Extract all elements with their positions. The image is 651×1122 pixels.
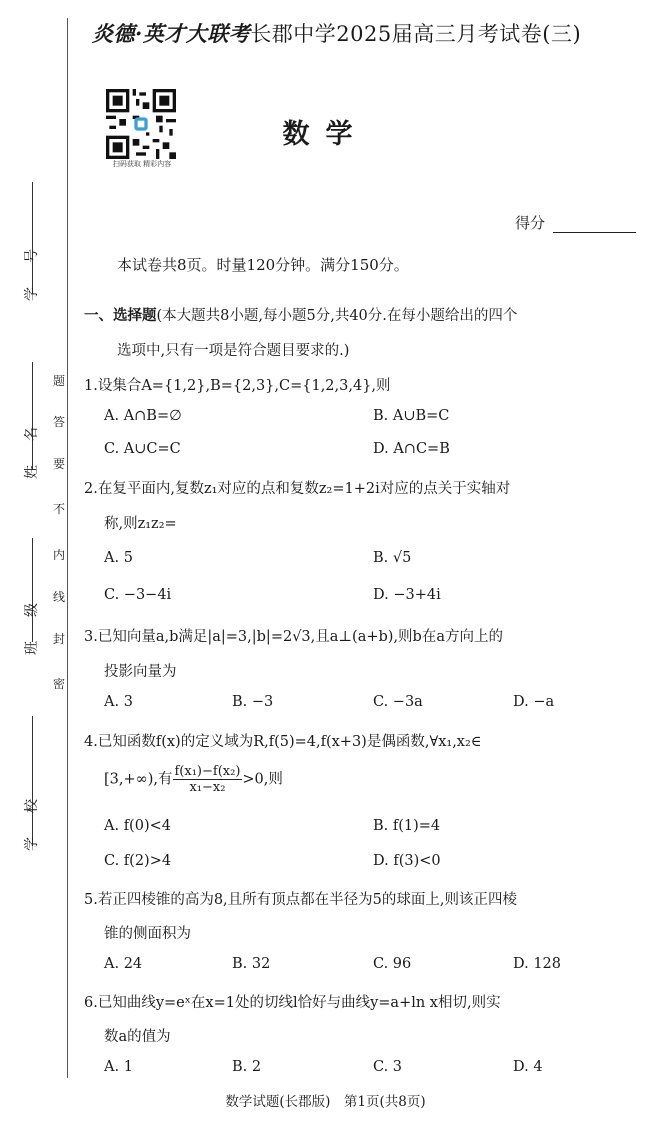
question-3-stem-cont: 投影向量为 (104, 664, 177, 680)
question-5-stem: 5.若正四棱锥的高为8,且所有顶点都在半径为5的球面上,则该正四棱 (84, 892, 518, 908)
page-footer: 数学试题(长郡版) 第1页(共8页) (225, 1094, 426, 1110)
section-desc-1: (本大题共8小题,每小题5分,共40分.在每小题给出的四个 (156, 308, 518, 324)
option-b: B. f(1)=4 (373, 818, 441, 834)
exam-intro: 本试卷共8页。时量120分钟。满分150分。 (117, 256, 409, 274)
seal-char: 封 (52, 632, 65, 646)
exam-title (92, 18, 581, 48)
exam-title-text: 长郡中学2025届高三月考试卷(三) (250, 22, 582, 46)
option-c: C. A∪C=C (104, 441, 181, 457)
fraction-denominator: x₁−x₂ (189, 780, 226, 795)
student-id-label: 号 学 (24, 249, 40, 301)
question-4-stem-cont (104, 764, 283, 795)
question-6-stem-cont: 数a的值为 (104, 1029, 171, 1045)
question-3-stem: 3.已知向量a,b满足|a|=3,|b|=2√3,且a⊥(a+b),则b在a方向上的 (84, 629, 503, 645)
option-a: A. f(0)<4 (104, 818, 171, 834)
section-desc-2: 选项中,只有一项是符合题目要求的.) (117, 343, 350, 359)
seal-char: 内 (52, 548, 65, 562)
question-2-stem: 2.在复平面内,复数z₁对应的点和复数z₂=1+2i对应的点关于实轴对 (84, 481, 511, 497)
seal-char: 答 (52, 415, 65, 429)
school-label: 校 学 (24, 799, 40, 851)
subject-title: 数学 (282, 119, 369, 150)
name-label: 名 姓 (24, 427, 40, 479)
option-a: A. 1 (104, 1059, 133, 1075)
section-title: 一、选择题 (84, 307, 157, 324)
fraction (173, 764, 243, 795)
seal-char: 要 (52, 457, 65, 471)
seal-char: 线 (52, 590, 65, 604)
binding-line (67, 18, 68, 1078)
score-label: 得分 (515, 214, 546, 232)
option-d: D. 4 (513, 1059, 543, 1075)
option-d: D. −3+4i (373, 587, 441, 603)
option-b: B. 32 (232, 956, 271, 972)
option-c: C. 3 (373, 1059, 403, 1075)
qr-caption: 扫码获取 精彩内容 (112, 160, 172, 168)
question-1-stem: 1.设集合A={1,2},B={2,3},C={1,2,3,4},则 (84, 378, 391, 394)
fraction-numerator: f(x₁)−f(x₂) (174, 764, 241, 779)
score-blank[interactable] (553, 232, 636, 233)
question-6-stem: 6.已知曲线y=eˣ在x=1处的切线l恰好与曲线y=a+ln x相切,则实 (84, 995, 501, 1011)
section-heading (84, 304, 517, 325)
option-b: B. √5 (373, 550, 412, 566)
seal-char: 题 (52, 374, 65, 388)
option-d: D. f(3)<0 (373, 853, 441, 869)
option-a: A. 3 (104, 694, 133, 710)
exam-brand: 炎德·英才大联考 (92, 21, 251, 46)
option-c: C. 96 (373, 956, 412, 972)
option-d: D. A∩C=B (373, 441, 450, 457)
option-b: B. −3 (232, 694, 274, 710)
option-c: C. −3a (373, 694, 423, 710)
option-a: A. 24 (104, 956, 143, 972)
question-4-text-a: [3,+∞),有 (104, 771, 173, 788)
seal-char: 密 (52, 677, 65, 691)
option-c: C. −3−4i (104, 587, 172, 603)
question-4-text-b: >0,则 (242, 771, 283, 788)
option-b: B. A∪B=C (373, 408, 450, 424)
seal-char: 不 (52, 502, 65, 516)
option-d: D. 128 (513, 956, 562, 972)
question-2-stem-cont: 称,则z₁z₂= (104, 516, 177, 532)
option-c: C. f(2)>4 (104, 853, 172, 869)
option-a: A. 5 (104, 550, 133, 566)
question-4-stem: 4.已知函数f(x)的定义域为R,f(5)=4,f(x+3)是偶函数,∀x₁,x₂∈ (84, 734, 482, 750)
option-a: A. A∩B=∅ (104, 408, 182, 424)
option-d: D. −a (513, 694, 555, 710)
question-5-stem-cont: 锥的侧面积为 (104, 926, 191, 942)
option-b: B. 2 (232, 1059, 262, 1075)
class-label: 级 班 (24, 603, 40, 655)
